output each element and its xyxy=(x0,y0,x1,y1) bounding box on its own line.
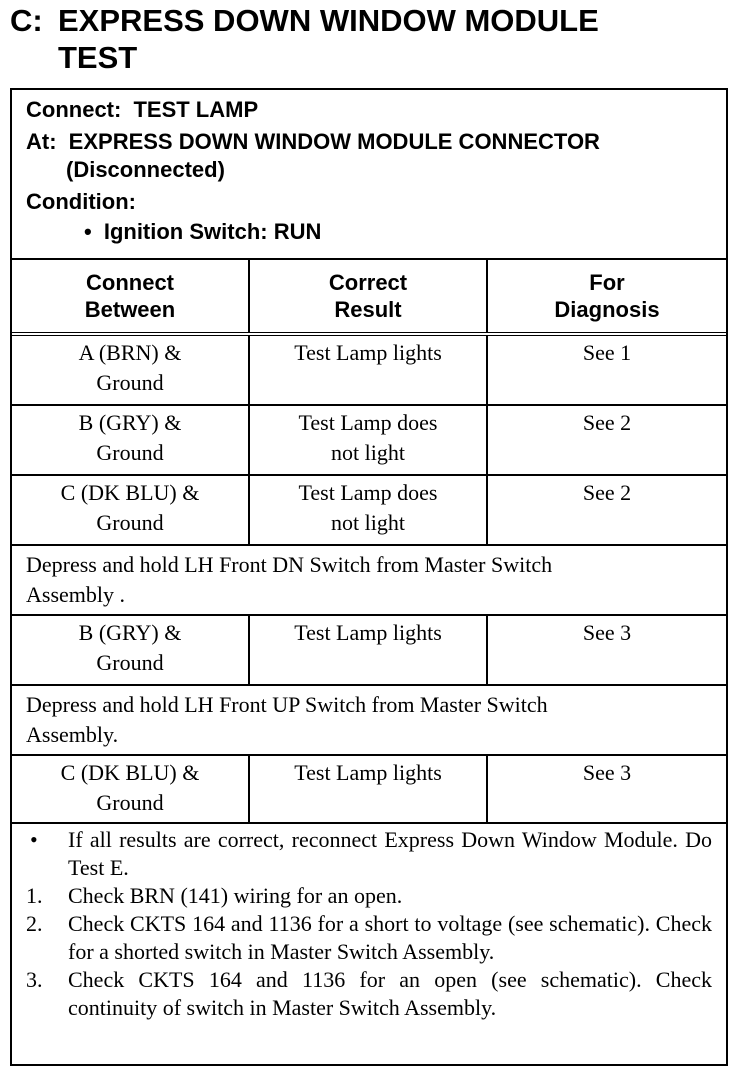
condition-label: Condition: xyxy=(26,189,136,214)
table-row xyxy=(12,336,726,406)
diagnosis-cell: See 3 xyxy=(582,760,632,785)
correct-result-cell: Test Lamp lights xyxy=(250,336,488,404)
column-headers xyxy=(12,260,726,336)
note-text: Check CKTS 164 and 1136 for a short to voltage (see schematic). Check for a shorted switch in Master Switch Assembly. xyxy=(68,911,712,964)
note-item xyxy=(26,966,712,1022)
note-text: Check CKTS 164 and 1136 for an open (see schematic). Check continuity of switch in Master Switch Assembly. xyxy=(68,967,712,1020)
instruction-row: Depress and hold LH Front UP Switch from Master Switch Assembly. xyxy=(12,686,726,756)
test-title xyxy=(10,2,599,76)
test-title-line-2: TEST xyxy=(58,40,138,75)
test-setup xyxy=(12,90,726,260)
connect-between-cell: C (DK BLU) & Ground xyxy=(12,756,250,822)
at-value: EXPRESS DOWN WINDOW MODULE CONNECTOR xyxy=(68,129,600,154)
diagnosis-cell: See 2 xyxy=(582,480,632,505)
correct-result-cell: Test Lamp lights xyxy=(250,756,488,822)
note-marker: 2. xyxy=(26,911,43,936)
column-header-correct-result: Correct Result xyxy=(250,260,488,332)
diagnosis-cell: See 3 xyxy=(582,620,632,645)
at-label: At: xyxy=(26,129,57,154)
diagnosis-cell: See 1 xyxy=(582,340,632,365)
connect-between-cell: C (DK BLU) & Ground xyxy=(12,476,250,544)
connect-between-cell: B (GRY) & Ground xyxy=(12,616,250,684)
test-title-line-1: EXPRESS DOWN WINDOW MODULE xyxy=(58,3,599,38)
connect-label: Connect: xyxy=(26,97,122,122)
condition-text: Ignition Switch: RUN xyxy=(103,219,322,244)
connect-between-cell: A (BRN) & Ground xyxy=(12,336,250,404)
note-marker: 3. xyxy=(26,967,43,992)
diagnosis-notes xyxy=(12,824,726,1022)
test-table xyxy=(10,88,728,1066)
table-row xyxy=(12,406,726,476)
note-marker: 1. xyxy=(26,883,43,908)
note-item xyxy=(26,882,712,910)
note-item xyxy=(26,826,712,882)
diagnosis-cell: See 2 xyxy=(582,410,632,435)
test-letter: C: xyxy=(10,3,43,38)
correct-result-cell: Test Lamp does not light xyxy=(250,406,488,474)
connect-value: TEST LAMP xyxy=(133,97,259,122)
column-header-for-diagnosis: For Diagnosis xyxy=(554,270,660,322)
at-note: (Disconnected) xyxy=(66,157,225,182)
connect-line xyxy=(26,97,258,123)
table-row xyxy=(12,616,726,686)
correct-result-cell: Test Lamp lights xyxy=(250,616,488,684)
column-header-connect-between: Connect Between xyxy=(12,260,250,332)
instruction-row: Depress and hold LH Front DN Switch from Master Switch Assembly . xyxy=(12,546,726,616)
at-line xyxy=(26,129,600,155)
note-text: If all results are correct, reconnect Express Down Window Module. Do Test E. xyxy=(68,827,712,880)
table-row xyxy=(12,756,726,824)
note-item xyxy=(26,910,712,966)
condition-item xyxy=(84,219,321,245)
connect-between-cell: B (GRY) & Ground xyxy=(12,406,250,474)
correct-result-cell: Test Lamp does not light xyxy=(250,476,488,544)
condition-bullet: • xyxy=(84,219,92,244)
note-marker: • xyxy=(30,827,38,852)
table-row xyxy=(12,476,726,546)
note-text: Check BRN (141) wiring for an open. xyxy=(68,883,403,908)
